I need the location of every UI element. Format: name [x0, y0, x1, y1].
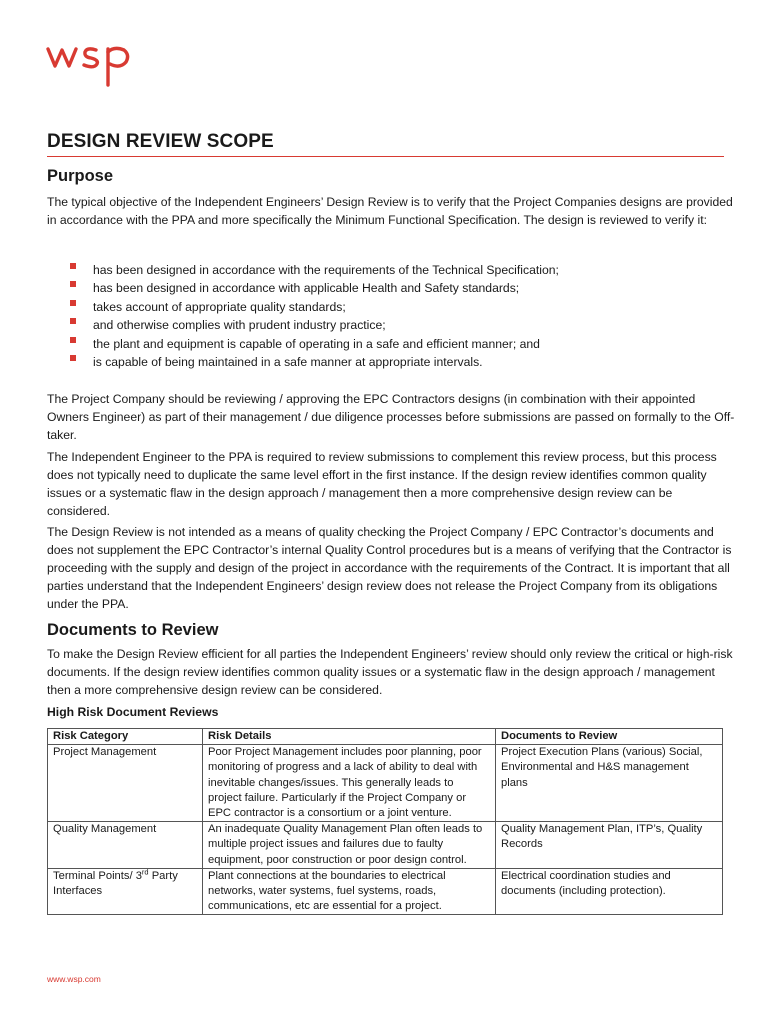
- risk-category-cell: Terminal Points/ 3rd Party Interfaces: [48, 868, 203, 915]
- risk-category-cell: Project Management: [48, 745, 203, 822]
- purpose-bullet-list: [70, 261, 720, 371]
- purpose-heading: Purpose: [47, 167, 114, 185]
- table-row: [48, 745, 723, 822]
- purpose-intro: The typical objective of the Independent Engineers’ Design Review is to verify that the Project Companies designs are provided in accordance with the PPA and more specifically the Minimum Functional Specification. The design is reviewed to verify it:: [47, 195, 733, 227]
- documents-cell: Quality Management Plan, ITP’s, Quality Records: [496, 822, 723, 869]
- table-caption: High Risk Document Reviews: [47, 705, 219, 719]
- documents-cell: Electrical coordination studies and documents (including protection).: [496, 868, 723, 915]
- table-header-row: [48, 729, 723, 745]
- table-row: [48, 822, 723, 869]
- list-item: and otherwise complies with prudent industry practice;: [70, 316, 720, 334]
- bullet-square-icon: [70, 300, 76, 306]
- bullet-square-icon: [70, 337, 76, 343]
- list-item: has been designed in accordance with the requirements of the Technical Specification;: [70, 261, 720, 279]
- column-header-risk-details: Risk Details: [203, 729, 496, 745]
- paragraph-independent-engineer: The Independent Engineer to the PPA is required to review submissions to complement this review process, but this process does not typically need to duplicate the same level effort in the first instance. If the design review identifies common quality issues or a systematic flaw in the design approach / management then a more comprehensive design review can be considered.: [47, 450, 717, 518]
- list-item: has been designed in accordance with applicable Health and Safety standards;: [70, 279, 720, 297]
- wsp-logo: [46, 40, 146, 90]
- footer-url[interactable]: www.wsp.com: [47, 974, 101, 984]
- paragraph-project-company: The Project Company should be reviewing / approving the EPC Contractors designs (in combination with their appointed Owners Engineer) as part of their management / due diligence processes before submissions are passed on formally to the Off-taker.: [47, 392, 735, 442]
- list-item: the plant and equipment is capable of operating in a safe and efficient manner; and: [70, 335, 720, 353]
- bullet-square-icon: [70, 263, 76, 269]
- title-divider: [47, 156, 724, 157]
- bullet-square-icon: [70, 281, 76, 287]
- bullet-square-icon: [70, 318, 76, 324]
- documents-cell: Project Execution Plans (various) Social, Environmental and H&S management plans: [496, 745, 723, 822]
- table-row: [48, 868, 723, 915]
- risk-details-cell: An inadequate Quality Management Plan often leads to multiple project issues and failures due to faulty equipment, poor construction or poor design control.: [203, 822, 496, 869]
- column-header-documents-to-review: Documents to Review: [496, 729, 723, 745]
- list-item: takes account of appropriate quality standards;: [70, 298, 720, 316]
- paragraph-design-review: The Design Review is not intended as a means of quality checking the Project Company / EPC Contractor’s documents and does not supplement the EPC Contractor’s internal Quality Control procedures but is a means of verifying that the Contractor is proceeding with the supply and design of the project in accordance with the requirements of the Contract. It is important that all parties understand that the Independent Engineers’ design review does not release the Project Company from its obligations under the PPA.: [47, 525, 732, 611]
- risk-category-cell: Quality Management: [48, 822, 203, 869]
- list-item: is capable of being maintained in a safe manner at appropriate intervals.: [70, 353, 720, 371]
- documents-heading: Documents to Review: [47, 621, 219, 639]
- risk-details-cell: Poor Project Management includes poor planning, poor monitoring of progress and a lack of ability to deal with inevitable changes/issues. This generally leads to project failure. Particularly if the Project Company or EPC contractor is a consortium or a joint venture.: [203, 745, 496, 822]
- column-header-risk-category: Risk Category: [48, 729, 203, 745]
- documents-intro: To make the Design Review efficient for all parties the Independent Engineers’ review should only review the critical or high-risk documents. If the design review identifies common quality issues or a systematic flaw in the design approach / management then a more comprehensive design review can be considered.: [47, 647, 733, 697]
- bullet-square-icon: [70, 355, 76, 361]
- risk-document-table: [47, 728, 723, 915]
- risk-details-cell: Plant connections at the boundaries to electrical networks, water systems, fuel systems, roads, communications, etc are essential for a project.: [203, 868, 496, 915]
- document-title: DESIGN REVIEW SCOPE: [47, 131, 274, 152]
